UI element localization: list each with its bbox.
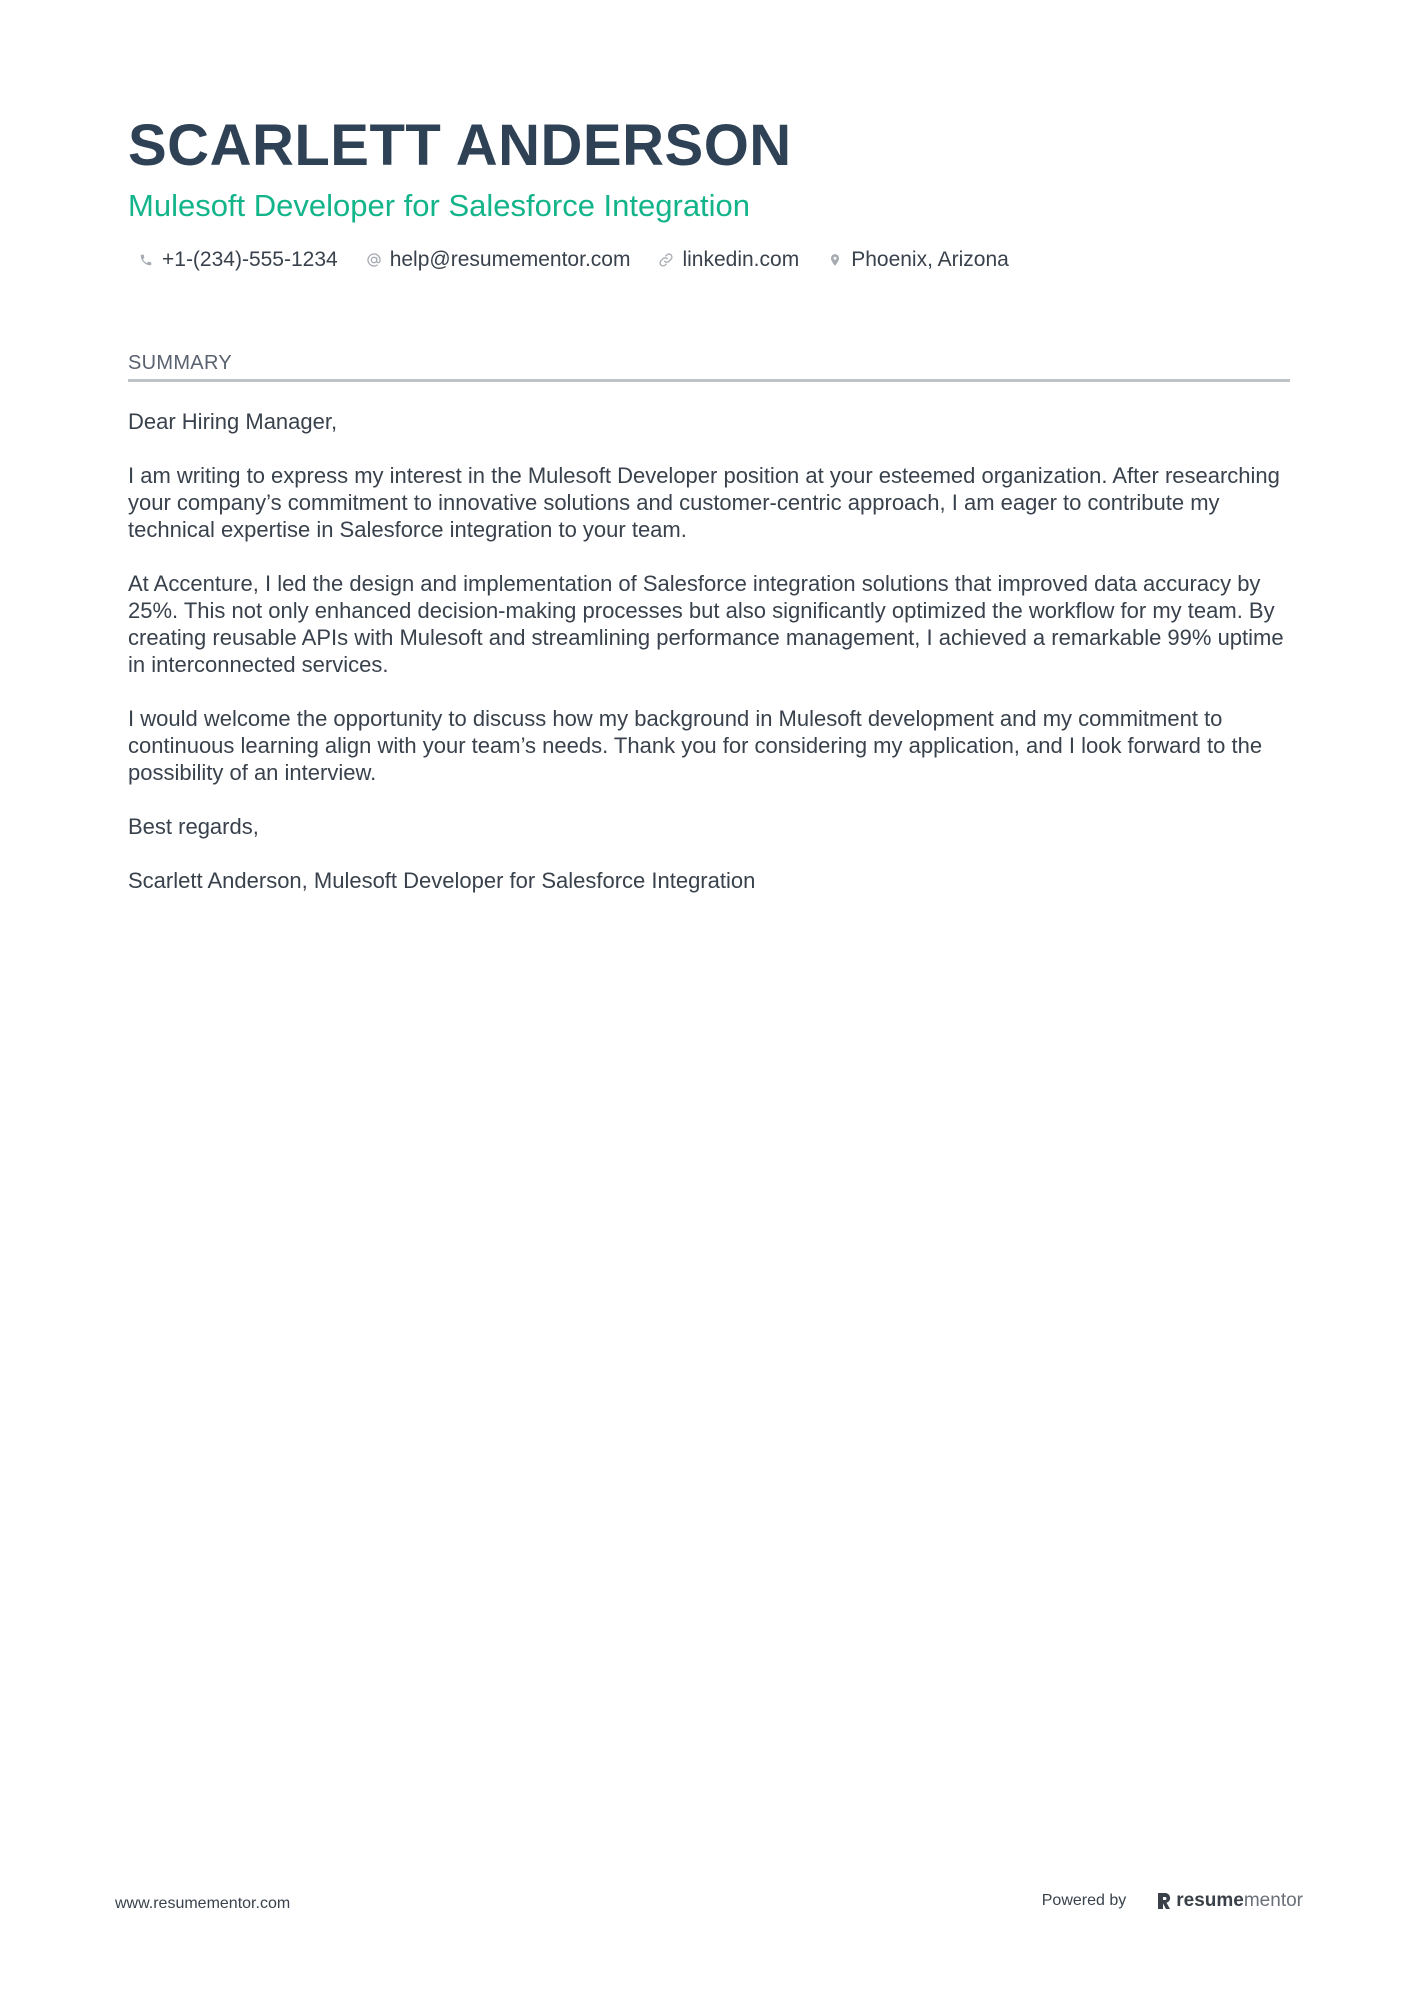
footer-website[interactable]: www.resumementor.com bbox=[115, 1895, 291, 1912]
letter-signature: Scarlett Anderson, Mulesoft Developer for Salesforce Integration bbox=[128, 868, 756, 893]
contact-email-text[interactable]: help@resumementor.com bbox=[389, 248, 631, 271]
footer-powered-by bbox=[1042, 1890, 1303, 1912]
cover-letter-page bbox=[128, 108, 1290, 921]
letter-closing: Best regards, bbox=[128, 814, 259, 839]
phone-icon bbox=[136, 250, 156, 270]
candidate-role: Mulesoft Developer for Salesforce Integration bbox=[128, 188, 751, 223]
contact-email[interactable] bbox=[364, 248, 631, 272]
brand-logo[interactable] bbox=[1156, 1890, 1303, 1912]
contact-bar bbox=[128, 248, 1290, 272]
contact-linkedin[interactable] bbox=[656, 248, 799, 272]
contact-phone-text: +1-(234)-555-1234 bbox=[162, 248, 338, 271]
contact-phone bbox=[136, 248, 338, 272]
section-heading-summary: SUMMARY bbox=[128, 352, 1290, 382]
link-icon bbox=[656, 250, 676, 270]
resumementor-logo-icon bbox=[1156, 1891, 1172, 1911]
letter-paragraph-1: I am writing to express my interest in the Mulesoft Developer position at your esteemed organization. After researching your company’s commitment to innovative solutions and customer-centric approach, I am eager to contribute my technical expertise in Salesforce integration to your team. bbox=[128, 463, 1280, 542]
location-pin-icon bbox=[825, 250, 845, 270]
letter-paragraph-2: At Accenture, I led the design and implementation of Salesforce integration solutions that improved data accuracy by 25%. This not only enhanced decision-making processes but also significantly optimized the workflow for my team. By creating reusable APIs with Mulesoft and streamlining performance management, I achieved a remarkable 99% uptime in interconnected services. bbox=[128, 571, 1284, 677]
letter-body bbox=[128, 408, 1290, 894]
letter-paragraph-3: I would welcome the opportunity to discuss how my background in Mulesoft development and my commitment to continuous learning align with your team’s needs. Thank you for considering my application, and I look forward to the possibility of an interview. bbox=[128, 706, 1263, 785]
letter-greeting: Dear Hiring Manager, bbox=[128, 409, 338, 434]
powered-by-label: Powered by bbox=[1041, 1892, 1127, 1909]
brand-name-light: mentor bbox=[1243, 1890, 1303, 1911]
contact-linkedin-text[interactable]: linkedin.com bbox=[682, 248, 800, 271]
brand-name-bold: resume bbox=[1176, 1890, 1244, 1911]
contact-location-text: Phoenix, Arizona bbox=[851, 248, 1009, 271]
contact-location bbox=[825, 248, 1009, 272]
at-icon bbox=[364, 250, 384, 270]
candidate-name: SCARLETT ANDERSON bbox=[128, 113, 792, 178]
